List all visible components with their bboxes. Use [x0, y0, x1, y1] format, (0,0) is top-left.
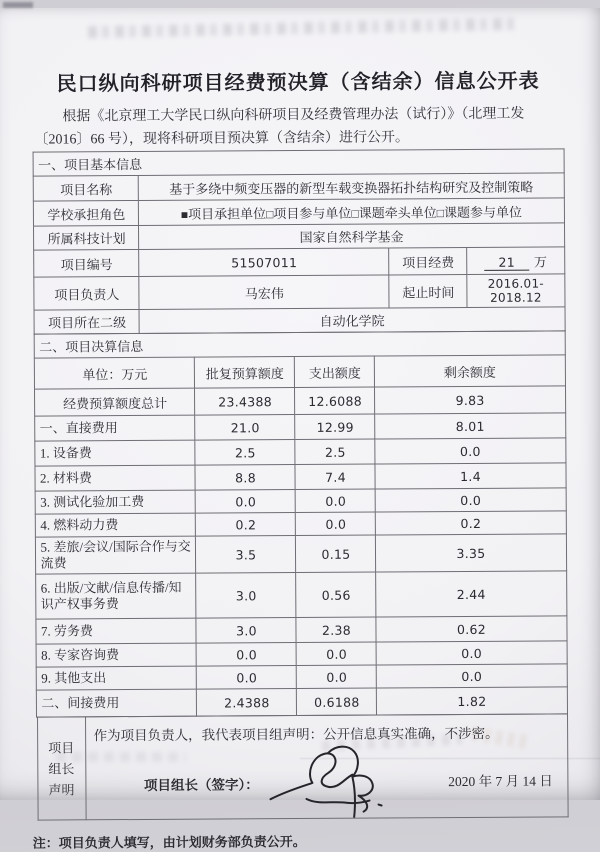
- document-content: [0, 6, 600, 852]
- declaration-content: [85, 714, 568, 820]
- budget-row: [37, 687, 567, 717]
- row-label: 7. 劳务费: [36, 618, 196, 644]
- checkbox-unchecked-icon: □: [266, 206, 274, 221]
- cell-approved: 2.4388: [197, 689, 297, 717]
- cell-spent: 0.15: [296, 535, 376, 572]
- cell-remaining: 3.35: [376, 534, 566, 572]
- budget-unit-header: 单位：万元: [35, 357, 195, 389]
- checkbox-label: 项目承担单位: [188, 205, 267, 222]
- cell-remaining: 0.2: [376, 511, 566, 535]
- intro-paragraph: 根据《北京理工大学民口纵向科研项目及经费管理办法（试行）》（北理工发〔2016〕66 号），现将科研项目预决算（含结余）进行公开。: [34, 106, 525, 148]
- cell-remaining: 0.0: [376, 488, 566, 512]
- declaration-statement: 作为项目负责人，我代表项目组声明：公开信息真实准确，不涉密。: [93, 725, 499, 744]
- checkbox-unchecked-icon: □: [436, 205, 444, 220]
- cell-approved: 0.2: [196, 513, 296, 537]
- cell-approved: 23.4388: [195, 388, 295, 416]
- row-label: 3. 测试化验加工费: [36, 490, 196, 514]
- col-header-spent: 支出额度: [295, 356, 375, 387]
- school-role-options: [139, 198, 564, 226]
- cell-remaining: 9.83: [375, 386, 565, 414]
- budget-row: [35, 413, 565, 441]
- cell-spent: 7.4: [295, 464, 375, 489]
- budget-row: [36, 511, 566, 537]
- cell-spent: 0.0: [297, 642, 377, 665]
- cell-remaining: 1.82: [377, 687, 567, 715]
- row-label: 6. 出版/文献/信息传播/知识产权事务费: [36, 573, 196, 619]
- cell-spent: 2.5: [295, 439, 375, 464]
- cell-approved: 0.0: [197, 666, 297, 690]
- cell-spent: 12.6088: [295, 387, 375, 414]
- budget-row: [35, 438, 565, 466]
- cell-approved: 3.5: [196, 536, 296, 574]
- declaration-table: [37, 713, 569, 820]
- cell-approved: 3.0: [196, 573, 296, 619]
- cell-spent: 12.99: [295, 414, 375, 439]
- duration-label: 起止时间: [389, 274, 467, 307]
- budget-row: [37, 641, 567, 667]
- sign-date: 2020 年 7 月 14 日: [448, 773, 553, 790]
- cell-spent: 0.6188: [297, 688, 377, 715]
- cell-approved: 0.0: [197, 643, 297, 667]
- signature-row: [94, 765, 559, 798]
- row-label: 二、间接费用: [37, 689, 197, 717]
- budget-total-row: [35, 386, 565, 416]
- budget-row: [36, 534, 566, 574]
- cell-approved: 0.0: [196, 490, 296, 514]
- project-name-label: 项目名称: [34, 175, 139, 201]
- checkbox-label: 课题牵头单位: [358, 204, 437, 221]
- signature-handwriting: [266, 740, 399, 819]
- project-leader-label: 项目负责人: [34, 276, 139, 310]
- cell-remaining: 0.0: [377, 641, 567, 665]
- row-label: 9. 其他支出: [37, 666, 197, 690]
- row-label: 2. 材料费: [35, 465, 195, 491]
- footnote: 注：项目负责人填写，由计划财务部负责公开。: [32, 833, 306, 851]
- cell-remaining: 0.0: [375, 438, 565, 464]
- checkbox-unchecked-icon: □: [351, 206, 359, 221]
- department-value: 自动化学院: [140, 307, 565, 334]
- budget-row: [36, 488, 566, 514]
- project-fund-value: [467, 247, 564, 275]
- document-title: 民口纵向科研项目经费预决算（含结余）信息公开表: [56, 70, 540, 96]
- cell-remaining: 8.01: [375, 413, 565, 439]
- checkbox-topic-lead: [351, 205, 436, 221]
- project-number-value: 51507011: [139, 248, 389, 277]
- col-header-remaining: 剩余额度: [375, 355, 565, 387]
- cell-spent: 0.0: [297, 665, 377, 688]
- cell-approved: 3.0: [196, 618, 296, 644]
- basic-info-table: [33, 148, 565, 334]
- budget-row: [37, 664, 567, 690]
- fund-amount: 21: [484, 254, 529, 270]
- declaration-row-label: 项目组长声明: [37, 717, 86, 820]
- cell-spent: 0.0: [296, 512, 376, 535]
- checkbox-label: 项目参与单位: [273, 205, 352, 221]
- department-label: 项目所在二级: [35, 309, 140, 334]
- cell-remaining: 2.44: [376, 571, 566, 617]
- section-title-budget: 二、项目决算信息: [35, 331, 565, 358]
- section-title-basic-info: 一、项目基本信息: [34, 149, 564, 176]
- budget-table: [34, 330, 567, 717]
- project-fund-label: 项目经费: [389, 247, 467, 274]
- budget-row: [36, 616, 566, 644]
- school-role-label: 学校承担角色: [34, 200, 139, 226]
- row-label: 1. 设备费: [35, 440, 195, 466]
- row-label: 8. 专家咨询费: [37, 643, 197, 667]
- program-label: 所属科技计划: [34, 225, 139, 250]
- project-leader-value: 马宏伟: [139, 275, 389, 310]
- cell-spent: 2.38: [296, 617, 376, 642]
- project-name-value: 基于多绕中频变压器的新型车载变换器拓扑结构研究及控制策略: [139, 173, 564, 201]
- cell-spent: 0.56: [296, 572, 376, 617]
- cell-spent: 0.0: [296, 489, 376, 512]
- cell-remaining: 0.62: [376, 616, 566, 642]
- checkbox-project-participant: [266, 205, 351, 221]
- col-header-approved: 批复预算额度: [195, 357, 295, 389]
- checkbox-checked-icon: ■: [180, 207, 189, 222]
- budget-row: [35, 463, 565, 491]
- sign-label: 项目组长（签字）：: [143, 777, 259, 793]
- cell-remaining: 1.4: [375, 463, 565, 489]
- cell-approved: 21.0: [195, 415, 295, 441]
- cell-remaining: 0.0: [377, 664, 567, 688]
- row-label: 一、直接费用: [35, 415, 195, 441]
- row-label: 经费预算额度总计: [35, 388, 195, 416]
- duration-value: 2016.01-2018.12: [467, 274, 564, 308]
- row-label: 5. 差旅/会议/国际合作与交流费: [36, 536, 196, 574]
- checkbox-project-undertaker: [181, 206, 266, 222]
- checkbox-label: 课题参与单位: [443, 204, 522, 220]
- cell-approved: 2.5: [195, 440, 295, 466]
- program-value: 国家自然科学基金: [139, 223, 564, 250]
- budget-row: [36, 571, 566, 619]
- fund-unit: 万: [533, 253, 548, 270]
- row-label: 4. 燃料动力费: [36, 513, 196, 537]
- cell-approved: 8.8: [195, 465, 295, 491]
- checkbox-topic-participant: [437, 204, 522, 220]
- project-number-label: 项目编号: [34, 249, 139, 277]
